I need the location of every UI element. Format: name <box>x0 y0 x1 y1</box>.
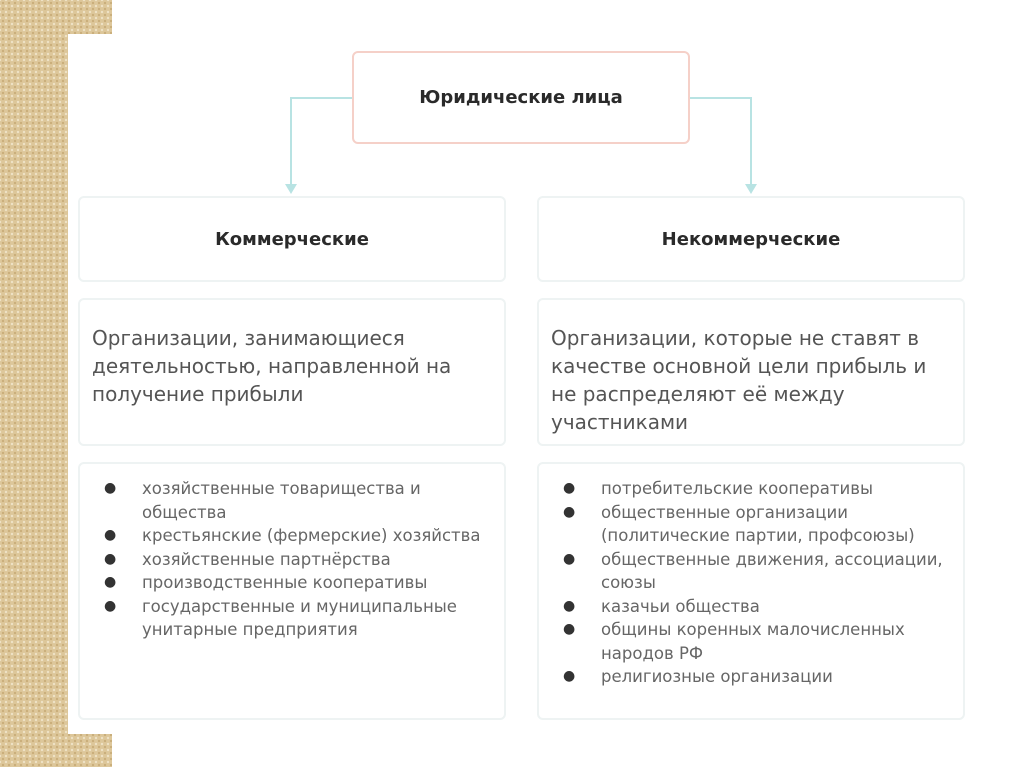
list-item-text: общественные движения, ассоциации, союзы <box>601 549 943 592</box>
bullet-icon: ● <box>563 597 576 614</box>
list-item <box>557 595 953 619</box>
list-item-text: хозяйственные партнёрства <box>142 549 391 569</box>
root-label: Юридические лица <box>419 87 623 108</box>
list-item <box>557 501 953 548</box>
commercial-title: Коммерческие <box>215 228 369 250</box>
bullet-icon: ● <box>104 527 117 543</box>
bullet-icon: ● <box>563 621 576 637</box>
list-item-text: общественные организации (политические партии, профсоюзы) <box>601 502 915 545</box>
commercial-header <box>78 196 506 282</box>
list-item <box>98 595 494 642</box>
noncommercial-list <box>557 477 953 689</box>
root-node <box>352 51 690 144</box>
list-item <box>98 571 494 595</box>
list-item-text: казачьи общества <box>601 596 760 616</box>
noncommercial-header <box>537 196 965 282</box>
bullet-icon: ● <box>104 597 117 614</box>
commercial-list <box>98 477 494 642</box>
bullet-icon: ● <box>563 550 576 567</box>
list-item-text: государственные и муниципальные унитарные предприятия <box>142 596 457 639</box>
list-item <box>98 548 494 572</box>
list-item <box>557 477 953 501</box>
bullet-icon: ● <box>563 503 576 520</box>
bullet-icon: ● <box>563 668 576 684</box>
commercial-list-box <box>78 462 506 720</box>
list-item-text: производственные кооперативы <box>142 573 428 592</box>
list-item <box>98 477 494 524</box>
list-item-text: общины коренных малочисленных народов РФ <box>601 620 905 663</box>
list-item-text: хозяйственные товарищества и общества <box>142 479 421 522</box>
noncommercial-description: Организации, которые не ставят в качестве основной цели прибыль и не распределяют её между участниками <box>537 298 965 446</box>
bullet-icon: ● <box>104 480 117 496</box>
list-item <box>98 524 494 548</box>
list-item-text: религиозные организации <box>601 667 833 686</box>
list-item <box>557 548 953 595</box>
noncommercial-list-box <box>537 462 965 720</box>
noncommercial-title: Некоммерческие <box>661 228 841 250</box>
list-item-text: потребительские кооперативы <box>601 479 873 498</box>
list-item-text: крестьянские (фермерские) хозяйства <box>142 526 481 545</box>
bullet-icon: ● <box>104 574 117 590</box>
list-item <box>557 665 953 689</box>
commercial-description: Организации, занимающиеся деятельностью, направленной на получение прибыли <box>78 298 506 446</box>
bullet-icon: ● <box>563 480 576 496</box>
bullet-icon: ● <box>104 550 117 567</box>
list-item <box>557 618 953 665</box>
